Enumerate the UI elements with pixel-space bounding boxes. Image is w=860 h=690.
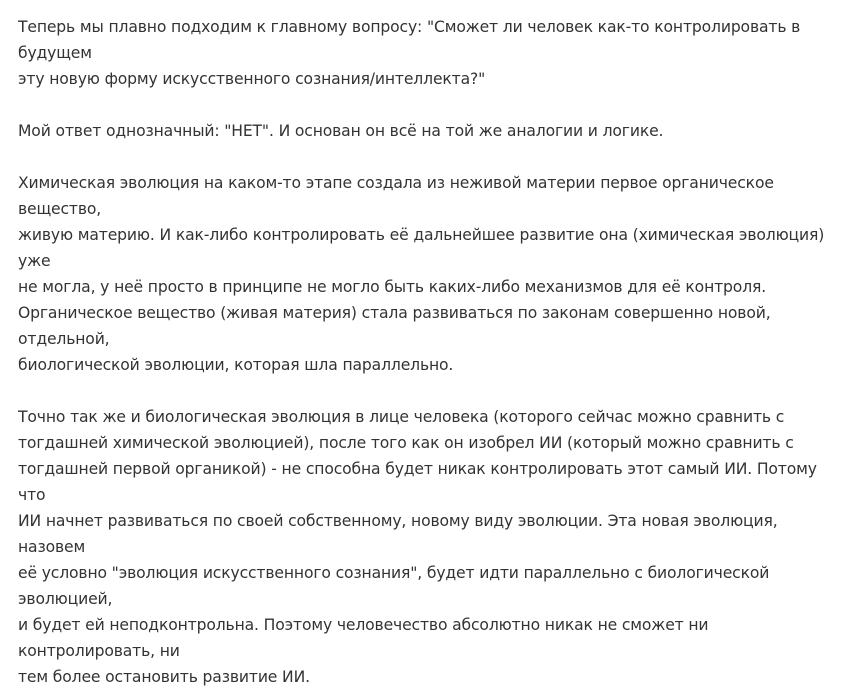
paragraph-answer: Мой ответ однозначный: "НЕТ". И основан он всё на той же аналогии и логике. — [18, 122, 664, 140]
paragraph-biological-evolution: Точно так же и биологическая эволюция в лице человека (которого сейчас можно сравнить с тогдашней химической эволюцией), после того как он изобрел ИИ (который можно сравнить с тогдашней первой органикой) - не способна будет никак контролировать этот самый ИИ. Потому что ИИ начнет развиваться по своей собственному, новому виду эволюции. Эта новая эволюция, назовем её условно "эволюция искусственного сознания", будет идти параллельно с биологической эволюцией, и будет ей неподконтрольна. Поэтому человечество абсолютно никак не сможет ни контролировать, ни тем более остановить развитие ИИ. — [18, 408, 817, 686]
paragraph-chemical-evolution: Химическая эволюция на каком-то этапе создала из неживой материи первое органическое вещество, живую материю. И как-либо контролировать её дальнейшее развитие она (химическая эволюция) уже не могла, у неё просто в принципе не могло быть каких-либо механизмов для её контроля. Органическое вещество (живая материя) стала развиваться по законам совершенно новой, отдельной, биологической эволюции, которая шла параллельно. — [18, 174, 825, 374]
paragraph-question: Теперь мы плавно подходим к главному вопросу: "Сможет ли человек как-то контролировать в будущем эту новую форму искусственного сознания/интеллекта?" — [18, 18, 801, 88]
